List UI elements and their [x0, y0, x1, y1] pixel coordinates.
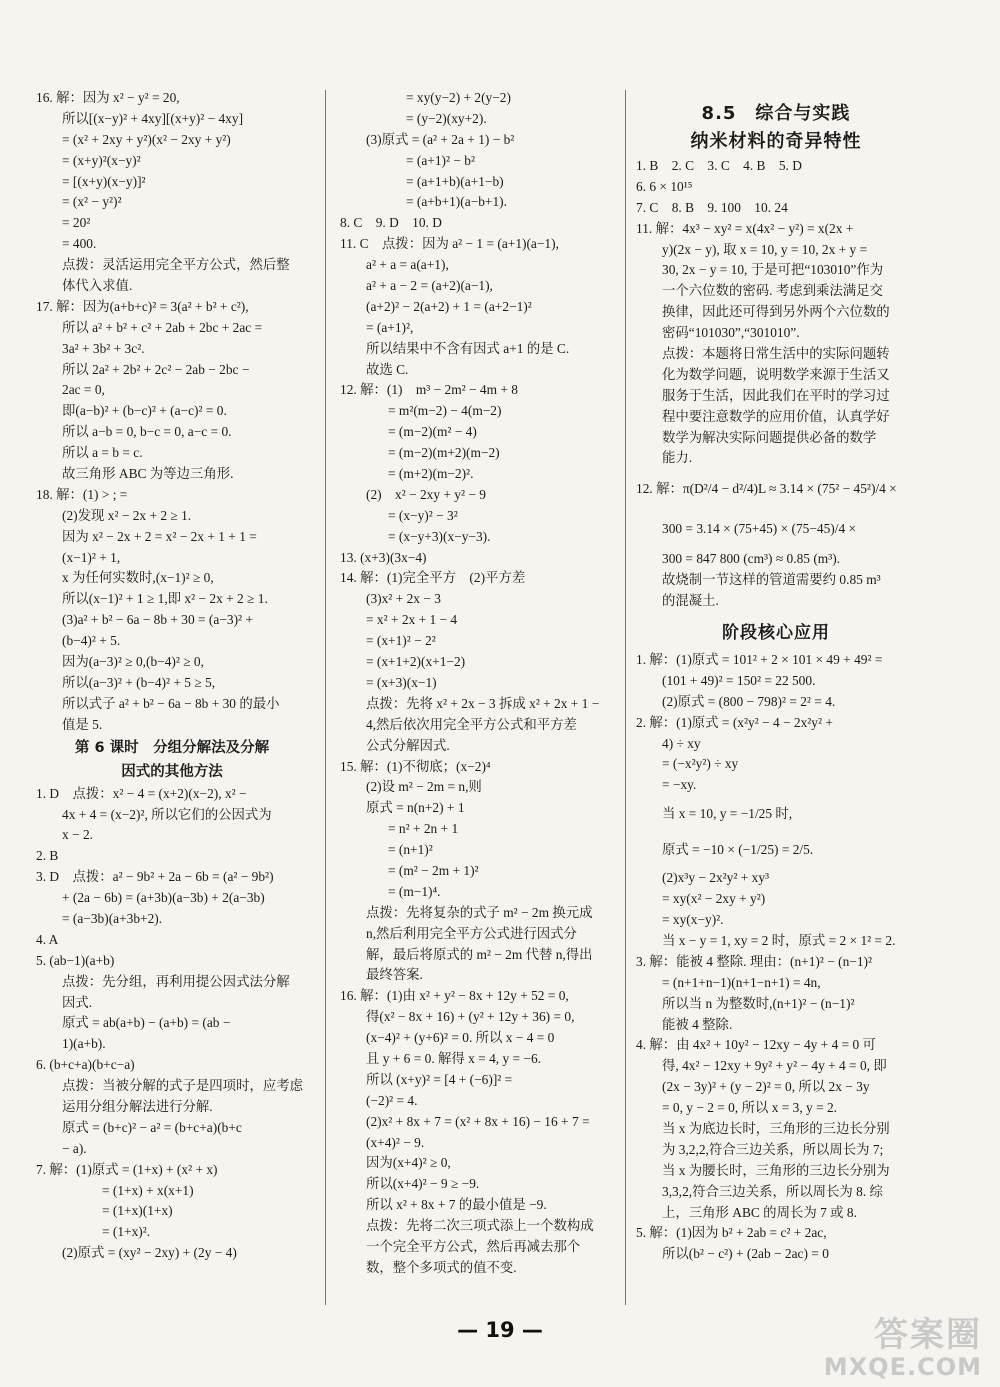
text-line: 密码“101030”,“301010”.	[662, 325, 800, 341]
hint-line: 公式分解因式.	[366, 737, 450, 753]
text-line: 12. 解：π(D²/4 − d²/4)L ≈ 3.14 × (75² − 45²)/4 ×	[636, 481, 897, 497]
text-line: = (m² − 2m + 1)²	[388, 862, 479, 878]
text-line: 原式 = −10 × (−1/25) = 2/5.	[662, 842, 814, 858]
watermark-logo-text: 答案圈	[874, 1315, 982, 1355]
text-line: 所以(b² − c²) + (2ab − 2ac) = 0	[662, 1246, 829, 1262]
text-line: 所以当 n 为整数时,(n+1)² − (n−1)²	[662, 995, 855, 1011]
text-line: a² + a − 2 = (a+2)(a−1),	[366, 278, 493, 294]
text-line: 6. 6 × 10¹⁵	[636, 178, 693, 194]
text-line: (x−1)² + 1,	[62, 549, 121, 565]
text-line: 2. 解：(1)原式 = (x²y² − 4 − 2x²y² +	[636, 714, 833, 730]
text-line: 2ac = 0,	[62, 382, 105, 398]
hint-line: 数学为解决实际问题提供必备的数学	[662, 429, 877, 445]
text-line: 所以(x+4)² − 9 ≥ −9.	[366, 1176, 480, 1192]
text-line: = (1+x)².	[102, 1224, 151, 1240]
text-line: 所以 a = b = c.	[62, 445, 143, 461]
text-line: = (a+1)² − b²	[406, 152, 475, 168]
text-line: 所以式子 a² + b² − 6a − 8b + 30 的最小	[62, 695, 280, 711]
text-line: 当 x − y = 1, xy = 2 时，原式 = 2 × 1² = 2.	[662, 932, 896, 948]
text-line: 4) ÷ xy	[662, 735, 701, 751]
text-line: 1. B 2. C 3. C 4. B 5. D	[636, 158, 802, 173]
text-line: (2)x³y − 2x²y² + xy³	[662, 870, 770, 886]
column-left	[36, 88, 308, 1264]
hint-line: n,然后利用完全平方公式进行因式分	[366, 925, 577, 941]
text-line: y)(2x − y), 取 x = 10, y = 10, 2x + y =	[662, 241, 868, 257]
text-line: 15. 解：(1)不彻底；(x−2)⁴	[340, 758, 491, 774]
watermark-url: MXQE.COM	[823, 1353, 982, 1381]
text-line: 3. 解：能被 4 整除. 理由：(n+1)² − (n−1)²	[636, 953, 872, 969]
text-line: (x−4)² + (y+6)² = 0. 所以 x − 4 = 0	[366, 1030, 555, 1046]
text-line: 所以结果中不含有因式 a+1 的是 C.	[366, 340, 570, 356]
text-line: = (−x²y²) ÷ xy	[662, 756, 739, 772]
text-line: 所以 2a² + 2b² + 2c² − 2ab − 2bc −	[62, 361, 250, 377]
text-line: 6. (b+c+a)(b+c−a)	[36, 1057, 135, 1073]
text-line: (2) x² − 2xy + y² − 9	[366, 486, 486, 502]
text-line: (3)a² + b² − 6a − 8b + 30 = (a−3)² +	[62, 612, 253, 628]
text-line: 11. C 点拨：因为 a² − 1 = (a+1)(a−1),	[340, 236, 559, 252]
hint-line: 点拨：先将 x² + 2x − 3 拆成 x² + 2x + 1 −	[366, 695, 600, 711]
text-line: + (2a − 6b) = (a+3b)(a−3b) + 2(a−3b)	[62, 890, 265, 906]
text-line: 3,3,2,符合三边关系，所以周长为 8. 综	[662, 1183, 883, 1199]
hint-line: 点拨：先分组，再利用提公因式法分解	[62, 973, 290, 989]
text-line: 1. 解：(1)原式 = 101² + 2 × 101 × 49 + 49² =	[636, 652, 883, 668]
text-line: 1. D 点拨：x² − 4 = (x+2)(x−2), x² −	[36, 785, 247, 801]
text-line: = (n+1)²	[388, 842, 433, 858]
text-line: (3)原式 = (a² + 2a + 1) − b²	[366, 131, 515, 147]
column-divider-right	[625, 90, 626, 1305]
text-line: (2x − 3y)² + (y − 2)² = 0, 所以 2x − 3y	[662, 1079, 870, 1095]
text-line: = x² + 2x + 1 − 4	[366, 612, 458, 628]
text-line: = (a−3b)(a+3b+2).	[62, 910, 163, 926]
column-divider-left	[325, 90, 326, 1305]
text-line: = 400.	[62, 236, 97, 252]
text-line: = 20²	[62, 215, 91, 231]
text-line: 因为(a−3)² ≥ 0,(b−4)² ≥ 0,	[62, 654, 204, 670]
text-line: 13. (x+3)(3x−4)	[340, 549, 427, 565]
text-line: 14. 解：(1)完全平方 (2)平方差	[340, 570, 526, 586]
text-line: = (x² − y²)²	[62, 194, 122, 210]
text-line: 原式 = (b+c)² − a² = (b+c+a)(b+c	[62, 1119, 242, 1135]
text-line: (2)x² + 8x + 7 = (x² + 8x + 16) − 16 + 7 =	[366, 1113, 590, 1129]
text-line: 原式 = ab(a+b) − (a+b) = (ab −	[62, 1015, 231, 1031]
section-heading: 8.5 综合与实践	[701, 103, 851, 124]
text-line: = (x² + 2xy + y²)(x² − 2xy + y²)	[62, 131, 231, 147]
text-line: 的混凝土.	[662, 593, 719, 609]
text-line: = (m−2)(m+2)(m−2)	[388, 445, 500, 461]
text-line: (2)原式 = (xy² − 2xy) + (2y − 4)	[62, 1245, 237, 1261]
text-line: = (x+y)²(x−y)²	[62, 152, 141, 168]
text-line: = xy(x² − 2xy + y²)	[662, 891, 766, 907]
hint-line: 最终答案.	[366, 967, 423, 983]
lesson-heading-line2: 因式的其他方法	[121, 763, 223, 780]
text-line: 16. 解：(1)由 x² + y² − 8x + 12y + 52 = 0,	[340, 988, 569, 1004]
text-line: 所以 a−b = 0, b−c = 0, a−c = 0.	[62, 424, 232, 440]
text-line: (2)原式 = (800 − 798)² = 2² = 4.	[662, 693, 836, 709]
text-line: = (x+1)² − 2²	[366, 633, 436, 649]
lesson-heading: 第 6 课时 分组分解法及分解	[74, 739, 270, 756]
text-line: 17. 解：因为(a+b+c)² = 3(a² + b² + c²),	[36, 298, 249, 314]
hint-line: 点拨：先将二次三项式添上一个数构成	[366, 1218, 594, 1234]
text-line: = (m+2)(m−2)².	[388, 466, 474, 482]
text-line: = (1+x) + x(x+1)	[102, 1182, 194, 1198]
text-line: (101 + 49)² = 150² = 22 500.	[662, 672, 816, 688]
text-line: 当 x 为底边长时，三角形的三边长分别	[662, 1120, 890, 1136]
text-line: 因为(x+4)² ≥ 0,	[366, 1155, 451, 1171]
column-middle	[340, 88, 616, 1279]
hint-line: 点拨：灵活运用完全平方公式，然后整	[62, 257, 290, 273]
text-line: 且 y + 6 = 0. 解得 x = 4, y = −6.	[366, 1050, 542, 1066]
text-line: = (x−y)² − 3²	[388, 507, 458, 523]
text-line: = (a+1)²,	[366, 319, 414, 335]
text-line: 所以(a−3)² + (b−4)² + 5 ≥ 5,	[62, 674, 216, 690]
text-line: 300 = 3.14 × (75+45) × (75−45)/4 ×	[662, 521, 857, 537]
text-line: − a).	[62, 1140, 87, 1156]
text-line: 300 = 847 800 (cm³) ≈ 0.85 (m³).	[662, 551, 841, 567]
text-line: 18. 解：(1) > ; =	[36, 486, 128, 502]
text-line: 为 3,2,2,符合三边关系，所以周长为 7;	[662, 1141, 884, 1157]
text-line: = n² + 2n + 1	[388, 821, 459, 837]
text-line: a² + a = a(a+1),	[366, 257, 449, 273]
text-line: = 0, y − 2 = 0, 所以 x = 3, y = 2.	[662, 1100, 838, 1116]
text-line: 5. 解：(1)因为 b² + 2ab = c² + 2ac,	[636, 1225, 827, 1241]
text-line: 一个六位数的密码. 考虑到乘法满足交	[662, 283, 883, 299]
text-line: 3. D 点拨：a² − 9b² + 2a − 6b = (a² − 9b²)	[36, 869, 274, 885]
text-line: 所以 x² + 8x + 7 的最小值是 −9.	[366, 1197, 547, 1213]
text-line: (−2)² = 4.	[366, 1092, 418, 1108]
text-line: 即(a−b)² + (b−c)² + (a−c)² = 0.	[62, 403, 227, 419]
text-line: 7. 解：(1)原式 = (1+x) + (x² + x)	[36, 1161, 218, 1177]
text-line: 上，三角形 ABC 的周长为 7 或 8.	[662, 1204, 857, 1220]
watermark-logo	[824, 1316, 982, 1380]
text-line: = (y−2)(xy+2).	[406, 110, 487, 126]
text-line: 12. 解：(1) m³ − 2m² − 4m + 8	[340, 382, 518, 398]
column-right	[636, 100, 916, 1265]
text-line: = (a+1+b)(a+1−b)	[406, 173, 504, 189]
hint-line: 因式.	[62, 994, 93, 1010]
text-line: 值是 5.	[62, 716, 103, 732]
text-line: 得, 4x² − 12xy + 9y² + y² − 4y + 4 = 0, 即	[662, 1058, 887, 1074]
hint-line: 运用分组分解法进行分解.	[62, 1098, 213, 1114]
text-line: = m²(m−2) − 4(m−2)	[388, 403, 502, 419]
text-line: x 为任何实数时,(x−1)² ≥ 0,	[62, 570, 214, 586]
text-line: = −xy.	[662, 777, 697, 793]
text-line: = xy(x−y)².	[662, 912, 724, 928]
text-line: = (x+1+2)(x+1−2)	[366, 654, 466, 670]
text-line: (3)x² + 2x − 3	[366, 591, 441, 607]
text-line: 11. 解：4x³ − xy² = x(4x² − y²) = x(2x +	[636, 220, 854, 236]
text-line: 1)(a+b).	[62, 1036, 106, 1052]
text-line: = (m−2)(m² − 4)	[388, 424, 477, 440]
text-line: 所以 a² + b² + c² + 2ab + 2bc + 2ac =	[62, 319, 263, 335]
hint-line: 点拨：先将复杂的式子 m² − 2m 换元成	[366, 904, 593, 920]
text-line: = (n+1+n−1)(n+1−n+1) = 4n,	[662, 974, 821, 990]
hint-line: 数，整个多项式的值不变.	[366, 1259, 517, 1275]
text-line: (2)设 m² − 2m = n,则	[366, 779, 482, 795]
text-line: 所以[(x−y)² + 4xy][(x+y)² − 4xy]	[62, 110, 244, 126]
hint-line: 体代入求值.	[62, 278, 133, 294]
hint-line: 服务于生活，因此我们在平时的学习过	[662, 387, 890, 403]
text-line: 换律，因此还可得到另外两个六位数的	[662, 304, 890, 320]
text-line: 4. 解：由 4x² + 10y² − 12xy − 4y + 4 = 0 可	[636, 1037, 876, 1053]
text-line: = [(x+y)(x−y)]²	[62, 173, 146, 189]
text-line: 当 x 为腰长时，三角形的三边长分别为	[662, 1162, 890, 1178]
text-line: (a+2)² − 2(a+2) + 1 = (a+2−1)²	[366, 298, 532, 314]
stage-heading: 阶段核心应用	[722, 623, 830, 644]
page-number: — 19 —	[457, 1318, 543, 1342]
section-subtitle: 纳米材料的奇异特性	[690, 131, 862, 152]
text-line: 故烧制一节这样的管道需要约 0.85 m³	[662, 572, 881, 588]
text-line: x − 2.	[62, 827, 93, 843]
text-line: 7. C 8. B 9. 100 10. 24	[636, 199, 788, 215]
hint-line: 4,然后依次用完全平方公式和平方差	[366, 716, 577, 732]
text-line: 故三角形 ABC 为等边三角形.	[62, 466, 234, 482]
text-line: = xy(y−2) + 2(y−2)	[406, 90, 511, 105]
text-line: 3a² + 3b² + 3c².	[62, 340, 145, 356]
text-line: = (1+x)(1+x)	[102, 1203, 173, 1219]
hint-line: 点拨：当被分解的式子是四项时，应考虑	[62, 1078, 304, 1094]
text-line: 能被 4 整除.	[662, 1016, 733, 1032]
text-line: 因为 x² − 2x + 2 = x² − 2x + 1 + 1 =	[62, 528, 257, 544]
text-line: = (a+b+1)(a−b+1).	[406, 194, 507, 210]
hint-line: 一个完全平方公式，然后再减去那个	[366, 1238, 581, 1254]
hint-line: 化为数学问题，说明数学来源于生活又	[662, 366, 890, 382]
text-line: 当 x = 10, y = −1/25 时,	[662, 806, 793, 822]
text-line: = (x−y+3)(x−y−3).	[388, 528, 491, 544]
text-line: 8. C 9. D 10. D	[340, 215, 442, 231]
text-line: 所以 (x+y)² = [4 + (−6)]² =	[366, 1071, 513, 1087]
text-line: 5. (ab−1)(a+b)	[36, 952, 115, 968]
text-line: (x+4)² − 9.	[366, 1134, 425, 1150]
text-line: 原式 = n(n+2) + 1	[366, 800, 465, 816]
text-line: 所以(x−1)² + 1 ≥ 1,即 x² − 2x + 2 ≥ 1.	[62, 591, 268, 607]
hint-line: 程中要注意数学的应用价值，认真学好	[662, 408, 890, 424]
text-line: 得(x² − 8x + 16) + (y² + 12y + 36) = 0,	[366, 1009, 575, 1025]
text-line: 16. 解：因为 x² − y² = 20,	[36, 90, 180, 105]
text-line: 4. A	[36, 931, 59, 947]
text-line: 2. B	[36, 848, 59, 864]
text-line: = (x+3)(x−1)	[366, 674, 437, 690]
text-line: 故选 C.	[366, 361, 409, 377]
text-line: = (m−1)⁴.	[388, 883, 441, 899]
text-line: (2)发现 x² − 2x + 2 ≥ 1.	[62, 507, 192, 523]
text-line: (b−4)² + 5.	[62, 633, 121, 649]
hint-line: 解，最后将原式的 m² − 2m 代替 n,得出	[366, 946, 593, 962]
hint-line: 点拨：本题将日常生活中的实际问题转	[662, 346, 890, 362]
text-line: 30, 2x − y = 10, 于是可把“103010”作为	[662, 262, 884, 278]
text-line: 4x + 4 = (x−2)², 所以它们的公因式为	[62, 806, 272, 822]
hint-line: 能力.	[662, 450, 693, 466]
